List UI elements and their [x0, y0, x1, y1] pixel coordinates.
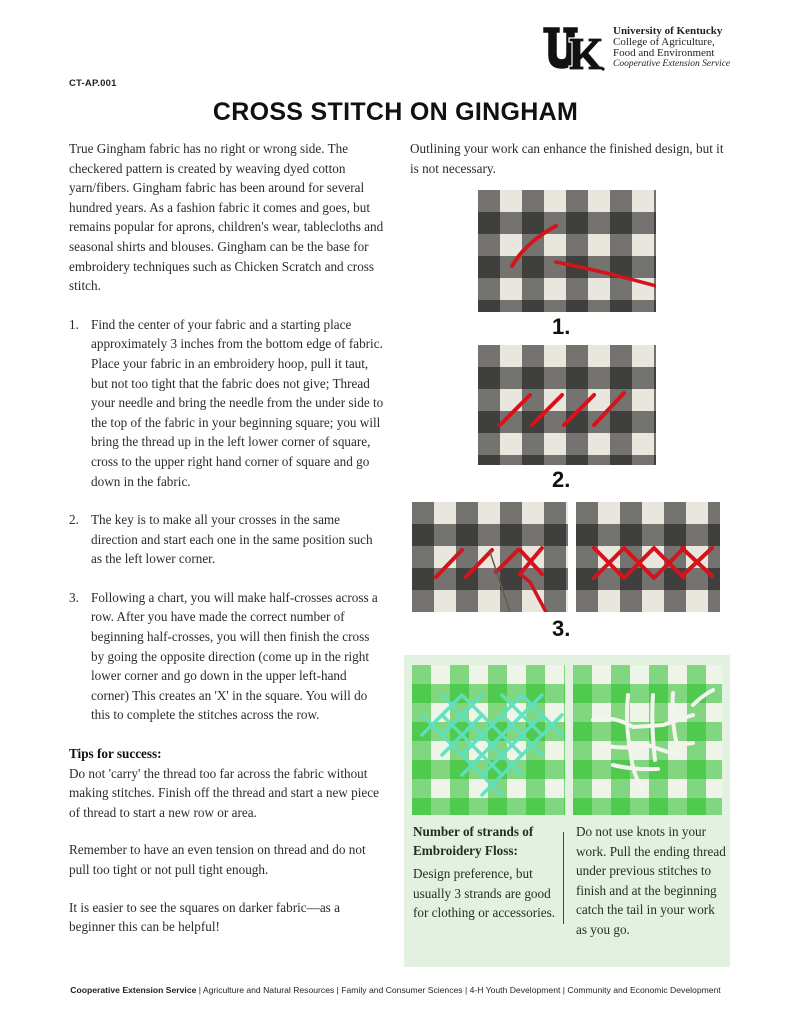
step-number: 1. — [69, 316, 79, 332]
logo-college-cont: Food and Environment — [613, 47, 715, 59]
green-box-divider — [563, 832, 564, 924]
step-text: Find the center of your fabric and a starting place approximately 3 inches from the bottom edge of fabric. Place your fabric in an embroidery hoop, pull it taut, but not too tight that the fabric does not give; Thread your needle and bring the needle from the under side to the top of the fabric in your beginning square; you will bring the thread up in the left lower corner of square, cross to the upper right hand corner of square and go down in the fabric. — [91, 316, 384, 489]
green-photo-heart — [412, 665, 565, 815]
figure-3-photo-left — [412, 502, 568, 612]
step-item — [69, 510, 384, 569]
tip-paragraph: It is easier to see the squares on darker fabric—as a beginner this can be helpful! — [69, 899, 340, 935]
step-text: Following a chart, you will make half-crosses across a row. After you have made the correct number of beginning half-crosses, you will then finish the cross by going the opposite direction (come up in the right lower corner and go down in the upper left-hand corner) This creates an 'X' in the square. You will do this to complete the stitches across the row. — [91, 589, 378, 723]
page-title: CROSS STITCH ON GINGHAM — [212, 98, 579, 126]
floss-strands-text: Design preference, but usually 3 strands are good for clothing or accessories. — [413, 866, 556, 920]
green-photo-back — [573, 665, 722, 815]
footer-programs — [0, 985, 791, 995]
no-knots-text: Do not use knots in your work. Pull the ending thread under previous stitches to finish and at the beginning catch the tail in your work as you go. — [576, 824, 726, 937]
steps-list — [69, 315, 384, 725]
tips-heading: Tips for success: — [69, 746, 162, 762]
tips-section — [69, 744, 384, 937]
floss-strands-note — [413, 822, 563, 923]
logo-university: University of Kentucky — [613, 25, 723, 37]
step-number: 2. — [69, 512, 79, 528]
step-item — [69, 588, 384, 725]
document-code: CT-AP.001 — [69, 78, 117, 89]
figure-3-photo-right — [576, 502, 720, 612]
no-knots-note — [576, 822, 726, 939]
footer-lead: Cooperative Extension Service — [70, 985, 197, 995]
figure-1-label: 1. — [552, 314, 571, 339]
figure-2-photo — [478, 345, 656, 465]
tip-paragraph: Remember to have an even tension on thread and do not pull too tight or not pull tight enough. — [69, 842, 366, 877]
intro-paragraph: True Gingham fabric has no right or wrong side. The checkered pattern is created by weaving dyed cotton yarn/fibers. Gingham fabric has been around for several hundred years. As a fashion fabric it comes and goes, but remains popular for aprons, children's wear, tablecloths and seasonal shirts and blouses. Gingham can be the base for embroidery techniques such as Chicken Scratch and cross stitch. — [69, 141, 384, 294]
logo-college: College of Agriculture, — [613, 36, 715, 48]
figure-2-label: 2. — [552, 467, 571, 492]
floss-strands-heading: Number of strands of Embroidery Floss: — [413, 824, 534, 858]
step-text: The key is to make all your crosses in the same direction and start each one in the same position such as the left lower corner. — [91, 512, 373, 567]
uk-logo-mark-icon — [543, 26, 605, 72]
figure-3-label: 3. — [552, 616, 571, 641]
step-item — [69, 315, 384, 491]
tip-paragraph: Do not 'carry' the thread too far across the fabric without making stitches. Finish off the thread and start a new piece of thread to start a new row or area. — [69, 765, 379, 820]
uk-logo — [543, 26, 753, 76]
figure-1-photo — [478, 190, 656, 312]
left-column — [69, 139, 384, 955]
outlining-note: Outlining your work can enhance the finished design, but it is not necessary. — [410, 141, 724, 176]
step-number: 3. — [69, 589, 79, 605]
logo-service: Cooperative Extension Service — [613, 59, 731, 69]
footer-programs-list: | Agriculture and Natural Resources | Family and Consumer Sciences | 4-H Youth Development | Community and Economic Development — [196, 985, 721, 995]
